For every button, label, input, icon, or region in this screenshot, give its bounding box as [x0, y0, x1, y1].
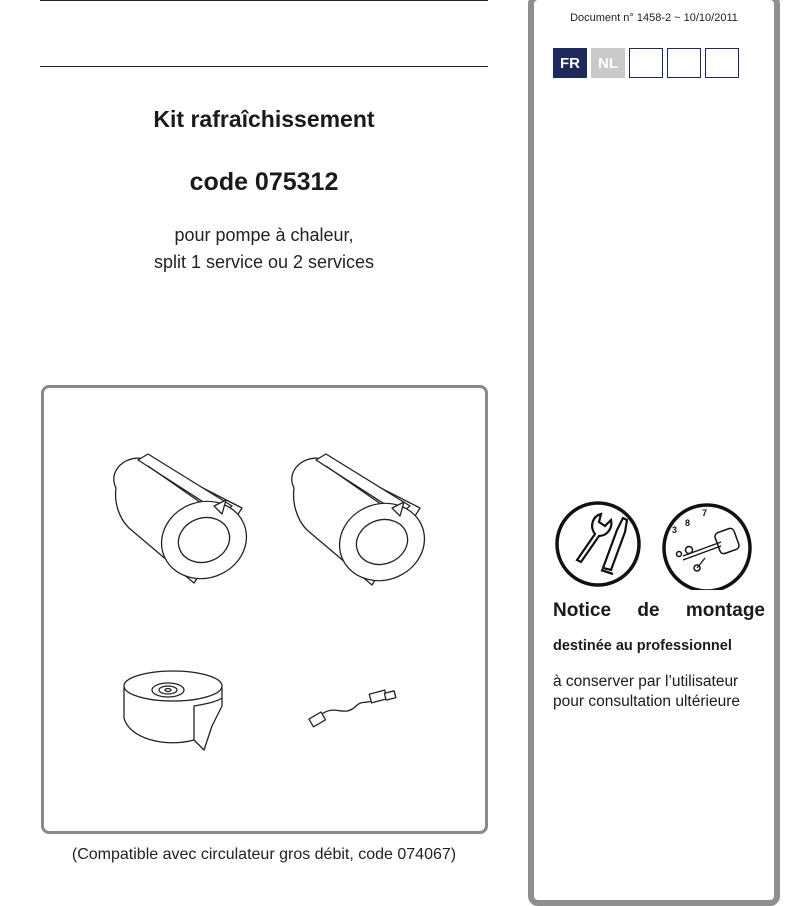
diagram-label-7: 7 — [702, 508, 708, 518]
language-selector — [553, 48, 739, 78]
diagram-label-3: 3 — [672, 525, 678, 535]
kit-contents-box — [41, 385, 488, 834]
subtitle-line: pour pompe à chaleur, — [174, 225, 354, 245]
product-title: Kit rafraîchissement — [153, 106, 375, 132]
insulation-tape-roll-icon — [124, 671, 222, 750]
insulation-sleeve-icon — [114, 454, 258, 590]
language-tab-empty — [667, 48, 701, 78]
language-tab-empty — [629, 48, 663, 78]
notice-icons — [555, 498, 765, 590]
language-tab-nl[interactable]: NL — [591, 48, 625, 78]
top-rule — [40, 0, 488, 1]
insulation-sleeve-icon — [292, 454, 436, 592]
product-subtitle — [40, 222, 488, 276]
language-tab-fr[interactable]: FR — [553, 48, 587, 78]
notice-note — [553, 672, 765, 712]
header-rule — [40, 66, 488, 67]
info-panel — [528, 0, 780, 906]
diagram-label-8: 8 — [685, 518, 691, 528]
notice-note-line: à conserver par l’utilisateur — [553, 673, 739, 690]
kit-contents-illustration — [44, 388, 485, 831]
document-reference: Document n° 1458-2 ~ 10/10/2011 — [570, 12, 738, 24]
notice-audience: destinée au professionnel — [553, 638, 732, 654]
notice-title: Notice de montage — [553, 600, 765, 621]
product-code: code 075312 — [189, 168, 339, 196]
sensor-cable-icon — [309, 690, 396, 727]
subtitle-line: split 1 service ou 2 services — [153, 252, 375, 272]
tools-icon — [557, 503, 639, 585]
compatibility-note: (Compatible avec circulateur gros débit, code 074067) — [71, 846, 457, 863]
notice-note-line: pour consultation ultérieure — [553, 693, 740, 710]
language-tab-empty — [705, 48, 739, 78]
